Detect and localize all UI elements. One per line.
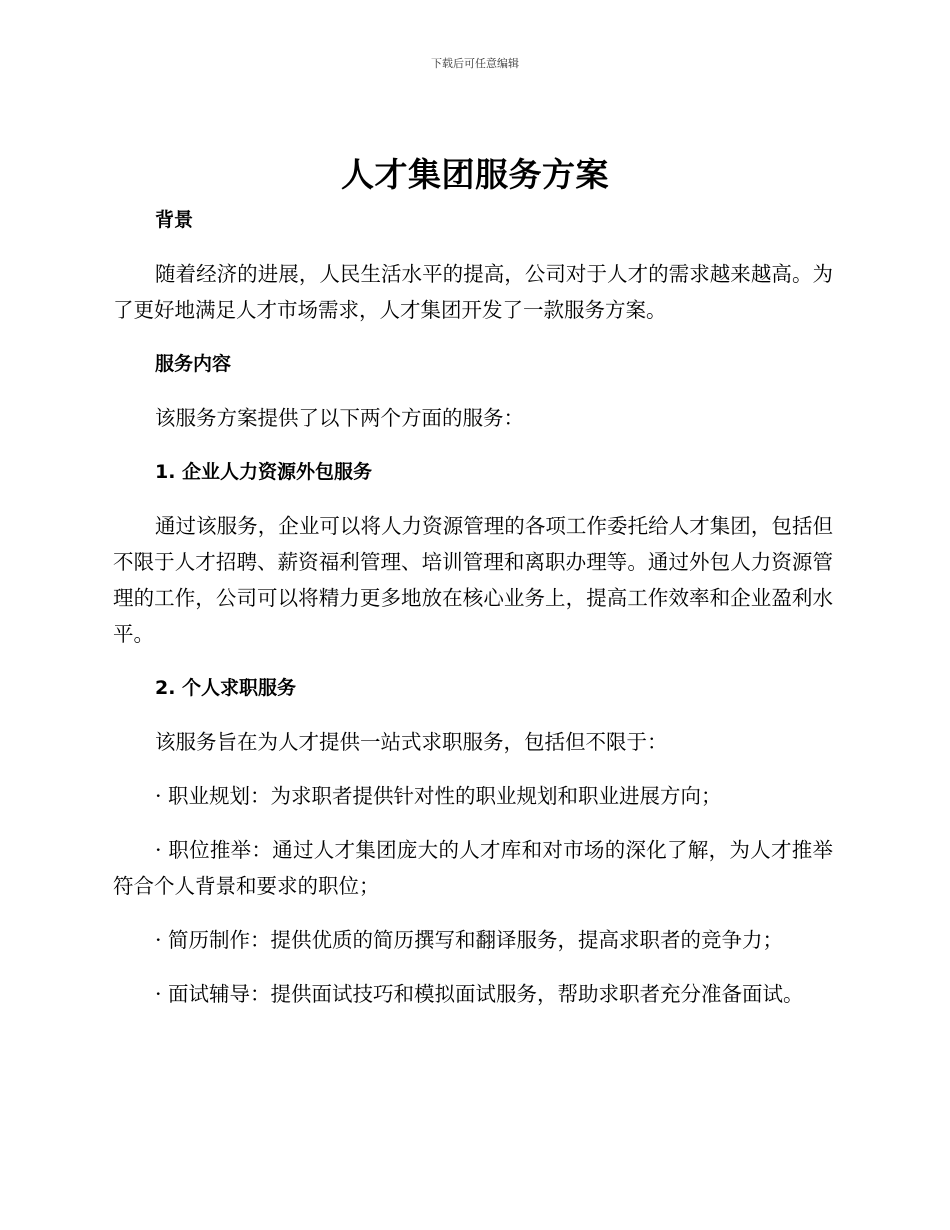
service-content-intro: 该服务方案提供了以下两个方面的服务： [155,406,524,430]
bullet-item-job-recommendation: · 职位推举：通过人才集团庞大的人才库和对市场的深化了解，为人才推举符合个人背景和要求的职位； [113,838,833,898]
bullet-item-interview-coaching: · 面试辅导：提供面试技巧和模拟面试服务，帮助求职者充分准备面试。 [155,982,804,1006]
document-title: 人才集团服务方案 [341,155,609,194]
section-heading-background: 背景 [155,209,194,231]
bullet-item-career-planning: · 职业规划：为求职者提供针对性的职业规划和职业进展方向； [155,784,722,808]
document-body [113,202,833,1030]
section-heading-service-2: 2. 个人求职服务 [155,677,297,699]
section-heading-service-1: 1. 企业人力资源外包服务 [155,461,373,483]
section-heading-service-content: 服务内容 [155,353,232,375]
header-note: 下载后可任意编辑 [431,57,519,70]
bullet-item-resume-writing: · 简历制作：提供优质的简历撰写和翻译服务，提高求职者的竞争力； [155,928,784,952]
service-1-paragraph: 通过该服务，企业可以将人力资源管理的各项工作委托给人才集团，包括但不限于人才招聘、薪资福利管理、培训管理和离职办理等。通过外包人力资源管理的工作，公司可以将精力更多地放在核心业务上，提高工作效率和企业盈利水平。 [113,514,833,646]
service-2-intro: 该服务旨在为人才提供一站式求职服务，包括但不限于： [155,730,668,754]
background-paragraph: 随着经济的进展，人民生活水平的提高，公司对于人才的需求越来越高。为了更好地满足人才市场需求，人才集团开发了一款服务方案。 [113,262,833,322]
